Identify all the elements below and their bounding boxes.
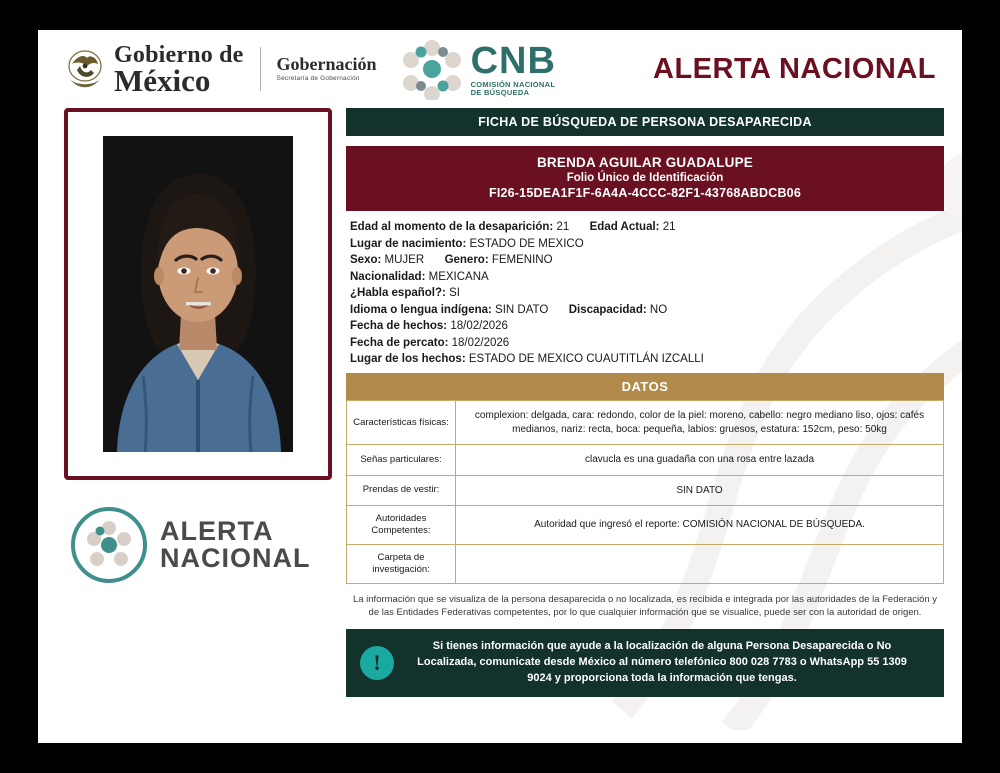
- gob-line-1: Gobierno de: [114, 41, 244, 68]
- fact-row: [350, 320, 944, 332]
- right-column: [346, 108, 944, 697]
- gobernacion-label: Gobernación: [276, 54, 377, 75]
- fact-value: SI: [449, 287, 460, 299]
- facts-list: [346, 221, 944, 365]
- fact-value-2: NO: [649, 303, 668, 316]
- cnb-acronym: CNB: [470, 39, 556, 82]
- row-label: Características físicas:: [347, 401, 456, 445]
- cnb-sub-line-1: COMISIÓN NACIONAL: [470, 79, 556, 89]
- fact-row: [350, 304, 944, 316]
- fact-key: ¿Habla español?:: [350, 287, 446, 299]
- gobernacion-sublabel: Secretaría de Gobernación: [276, 75, 360, 83]
- table-row: [347, 401, 944, 445]
- fact-value: MEXICANA: [428, 270, 489, 283]
- datos-banner: DATOS: [346, 373, 944, 400]
- folio-value: FI26-15DEA1F1F-6A4A-4CCC-82F1-43768ABDCB06: [489, 186, 801, 200]
- disclaimer-text: La información que se visualiza de la persona desaparecida o no localizada, es recibida e integrada por las autoridades de la Federación y de las Entidades Federativas competentes, por lo que cualquier información que se visualice, puede ser con la autoridad de origen.: [352, 593, 938, 619]
- page-header: [38, 30, 962, 108]
- fact-value: 18/02/2026: [451, 336, 510, 349]
- ficha-banner: FICHA DE BÚSQUEDA DE PERSONA DESAPARECIDA: [346, 108, 944, 136]
- cnb-sub-line-2: DE BÚSQUEDA: [470, 88, 530, 97]
- photo-frame: [64, 108, 332, 480]
- fact-value-2: FEMENINO: [491, 254, 553, 266]
- fact-row: [350, 353, 944, 365]
- table-row: [347, 445, 944, 476]
- fact-key: Fecha de percato:: [350, 336, 449, 349]
- fact-key: Fecha de hechos:: [350, 320, 448, 332]
- fact-key-2: Discapacidad:: [568, 303, 647, 316]
- header-divider: [260, 47, 261, 91]
- fact-key-2: Genero:: [444, 254, 489, 266]
- page-title: ALERTA NACIONAL: [653, 52, 936, 85]
- contact-text: Si tienes información que ayude a la localización de alguna Persona Desaparecida o No Localizada, comunicate desde México al número telefónico 800 028 7783 o WhatsApp 55 1309 9024 y proporciona toda la información que tengas.: [417, 640, 907, 684]
- fact-row: [350, 337, 944, 349]
- mexican-coat-of-arms-icon: [64, 46, 106, 92]
- row-value: Autoridad que ingresó el reporte: COMISIÓN NACIONAL DE BÚSQUEDA.: [456, 506, 944, 545]
- fact-row: [350, 287, 944, 299]
- table-row: [347, 475, 944, 506]
- alerta-nacional-logo: [64, 506, 332, 584]
- row-label: Carpeta de investigación:: [347, 544, 456, 583]
- fact-value: 21: [556, 221, 570, 233]
- alert-sheet: [38, 30, 962, 743]
- fact-key: Lugar de nacimiento:: [350, 237, 467, 250]
- fact-value-2: 21: [662, 221, 676, 233]
- left-column: [64, 108, 332, 697]
- gob-line-2: México: [114, 62, 211, 98]
- fact-key: Edad al momento de la desaparición:: [350, 221, 554, 233]
- table-row: [347, 506, 944, 545]
- person-name: BRENDA AGUILAR GUADALUPE: [536, 155, 754, 170]
- fact-value: 18/02/2026: [450, 320, 508, 332]
- fact-key: Nacionalidad:: [350, 270, 426, 283]
- row-label: Prendas de vestir:: [347, 475, 456, 506]
- cnb-flower-icon: [399, 38, 465, 100]
- exclamation-icon: !: [360, 646, 394, 680]
- datos-table: [346, 400, 944, 584]
- gobernacion-wordmark: [277, 55, 377, 83]
- fact-key: Sexo:: [350, 254, 382, 266]
- fact-key: Idioma o lengua indígena:: [350, 303, 492, 316]
- government-wordmark: [114, 43, 244, 96]
- fact-key-2: Edad Actual:: [589, 221, 660, 233]
- cnb-logo-block: [399, 38, 556, 100]
- folio-label: Folio Único de Identificación: [566, 172, 724, 184]
- fact-row: [350, 238, 944, 250]
- missing-person-photo: [103, 136, 293, 452]
- fact-key: Lugar de los hechos:: [350, 353, 466, 365]
- fact-row: [350, 254, 944, 266]
- alerta-logo-word-2: NACIONAL: [160, 543, 311, 573]
- alerta-logo-word-1: ALERTA: [160, 516, 274, 546]
- row-value: [456, 544, 944, 583]
- row-value: clavucla es una guadaña con una rosa entre lazada: [456, 445, 944, 476]
- contact-banner: [346, 629, 944, 697]
- alerta-flower-icon: [70, 506, 148, 584]
- fact-value: SIN DATO: [495, 303, 549, 316]
- row-value: complexion: delgada, cara: redondo, color de la piel: moreno, cabello: negro mediano liso, ojos: cafés medianos, nariz: recta, boca: pequeña, labios: gruesos, estatura: 152cm, peso: 50kg: [456, 401, 944, 445]
- fact-row: [350, 221, 944, 233]
- row-label: Autoridades Competentes:: [347, 506, 456, 545]
- person-name-banner: [346, 146, 944, 211]
- fact-value: MUJER: [384, 254, 425, 266]
- fact-row: [350, 271, 944, 283]
- table-row: [347, 544, 944, 583]
- fact-value: ESTADO DE MEXICO CUAUTITLÁN IZCALLI: [468, 353, 704, 365]
- row-label: Señas particulares:: [347, 445, 456, 476]
- row-value: SIN DATO: [456, 475, 944, 506]
- fact-value: ESTADO DE MEXICO: [469, 237, 584, 250]
- alerta-logo-words: [160, 518, 311, 572]
- sheet-body: [38, 108, 962, 697]
